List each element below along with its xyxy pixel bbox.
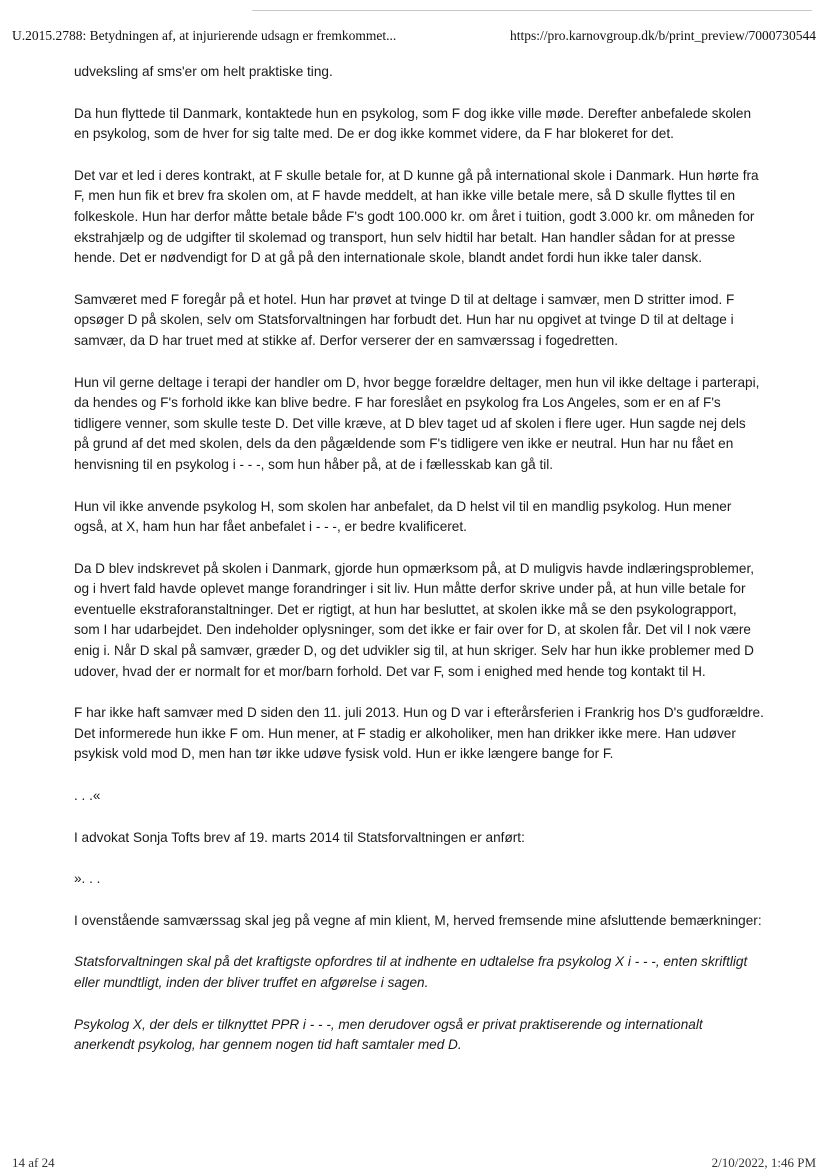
paragraph: Hun vil gerne deltage i terapi der handler om D, hvor begge forældre deltager, men hun vil ikke deltage i parterapi, da hendes og F's forhold ikke kan blive bedre. F har foreslået en psykolog fra Los Angeles, som er en af F's tidligere venner, som skulle teste D. Det ville kræve, at D blev taget ud af skolen i flere uger. Hun sagde nej dels på grund af det med skolen, dels da den pågældende som F's tidligere ven ikke er neutral. Hun har nu fået en henvisning til en psykolog i - - -, som hun håber på, at de i fællesskab kan gå til. <box>74 374 760 472</box>
paragraph: udveksling af sms'er om helt praktiske ting. <box>74 64 333 79</box>
paragraph: I ovenstående samværssag skal jeg på vegne af min klient, M, herved fremsende mine afsluttende bemærkninger: <box>74 912 762 928</box>
paragraph: Statsforvaltningen skal på det kraftigste opfordres til at indhente en udtalelse fra psykolog X i - - -, enten skriftligt eller mundtligt, inden der bliver truffet en afgørelse i sagen. <box>74 954 748 990</box>
print-footer <box>12 1155 816 1169</box>
paragraph: . . .« <box>74 788 101 804</box>
paragraph: F har ikke haft samvær med D siden den 11. juli 2013. Hun og D var i efterårsferien i Frankrig hos D's gudforældre. Det informerede hun ikke F om. Hun mener, at F stadig er alkoholiker, men han drikker ikke mere. Han udøver psykisk vold mod D, men han tør ikke udøve fysisk vold. Hun er ikke længere bange for F. <box>74 705 764 762</box>
page-number: 14 af 24 <box>12 1155 55 1169</box>
paragraph: Hun vil ikke anvende psykolog H, som skolen har anbefalet, da D helst vil til en mandlig psykolog. Hun mener også, at X, ham hun har fået anbefalet i - - -, er bedre kvalificeret. <box>74 498 732 535</box>
top-rule <box>252 10 812 11</box>
page-url[interactable]: https://pro.karnovgroup.dk/b/print_preview/7000730544 <box>510 28 816 43</box>
document-body <box>74 62 764 1077</box>
print-header <box>12 28 816 48</box>
paragraph: Samværet med F foregår på et hotel. Hun har prøvet at tvinge D til at deltage i samvær, men D stritter imod. F opsøger D på skolen, selv om Statsforvaltningen har forbudt det. Hun har nu opgivet at tvinge D til at deltage i samvær, da D har truet med at stikke af. Derfor verserer der en samværssag i fogedretten. <box>74 291 735 348</box>
paragraph: Da hun flyttede til Danmark, kontaktede hun en psykolog, som F dog ikke ville møde. Derefter anbefalede skolen en psykolog, som de hver for sig talte med. De er dog ikke kommet videre, da F har blokeret for det. <box>74 105 752 142</box>
document-title: U.2015.2788: Betydningen af, at injurierende udsagn er fremkommet... <box>12 28 397 43</box>
paragraph: Psykolog X, der dels er tilknyttet PPR i - - -, men derudover også er privat praktiserende og internationalt anerkendt psykolog, har gennem nogen tid haft samtaler med D. <box>74 1016 703 1053</box>
paragraph: Det var et led i deres kontrakt, at F skulle betale for, at D kunne gå på international skole i Danmark. Hun hørte fra F, men hun fik et brev fra skolen om, at F havde meddelt, at han ikke ville betale mere, så D skulle flyttes til en folkeskole. Hun har derfor måtte betale både F's godt 100.000 kr. om året i tuition, godt 3.000 kr. om måneden for ekstrahjælp og de udgifter til skolemad og transport, hun selv hidtil har betalt. Han handler sådan for at presse hende. Det er nødvendigt for D at gå på den internationale skole, blandt andet fordi hun ikke taler dansk. <box>74 167 759 266</box>
paragraph: Da D blev indskrevet på skolen i Danmark, gjorde hun opmærksom på, at D muligvis havde indlæringsproblemer, og i hvert fald havde oplevet mange forandringer i sit liv. Hun måtte derfor skrive under på, at hun ville betale for eventuelle ekstraforanstaltninger. Det er rigtigt, at hun har besluttet, at skolen ikke må se den psykolograpport, som I har udarbejdet. Den indeholder oplysninger, som det ikke er fair over for D, at skolen får. Det vil I nok være enig i. Når D skal på samvær, græder D, og det udvikler sig til, at hun skriger. Selv har hun ikke problemer med D udover, hvad der er normalt for et mor/barn forhold. Det var F, som i enighed med hende tog kontakt til H. <box>74 560 754 679</box>
paragraph: ». . . <box>74 871 101 887</box>
paragraph: I advokat Sonja Tofts brev af 19. marts 2014 til Statsforvaltningen er anført: <box>74 829 525 845</box>
print-timestamp: 2/10/2022, 1:46 PM <box>711 1155 816 1169</box>
